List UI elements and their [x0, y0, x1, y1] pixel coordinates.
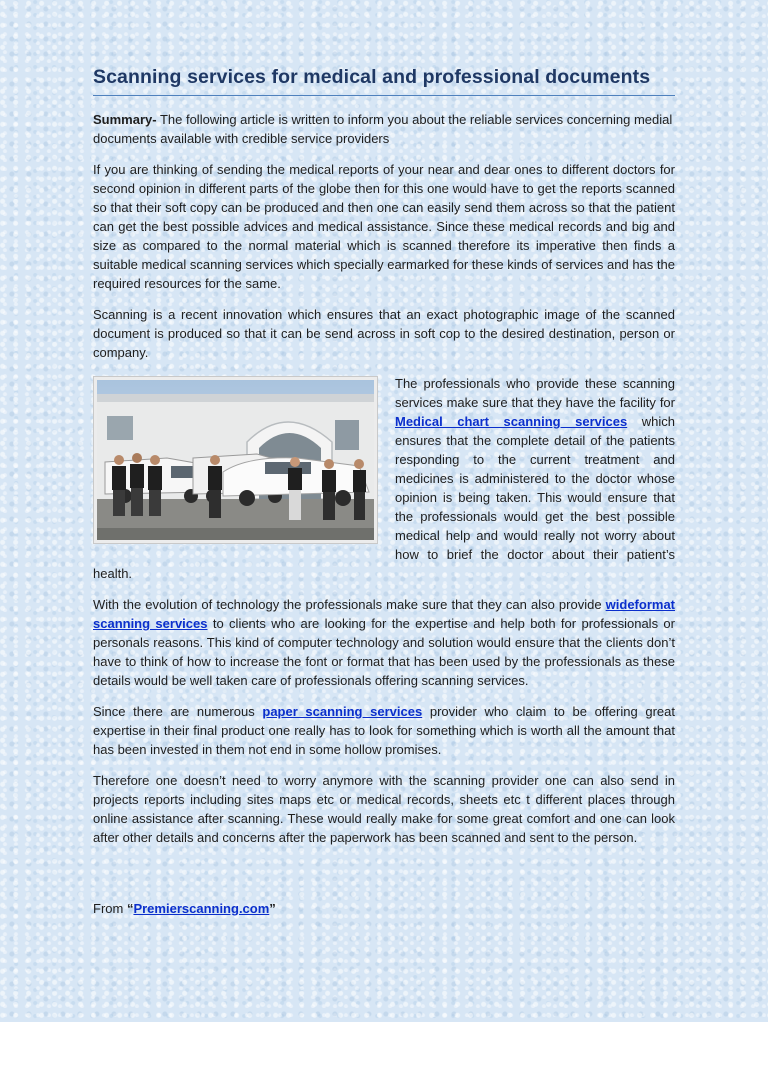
medical-chart-scanning-link[interactable]: Medical chart scanning services	[395, 414, 628, 429]
page-title: Scanning services for medical and professional documents	[93, 66, 675, 96]
source-line	[93, 901, 675, 916]
paragraph-3-text-end: which ensures that the complete detail of the patients responding to the current treatment and medicines is administered to the doctor whose opinion is being taken. This would ensure that the professionals would get the best possible medical help and would really not worry about how to brief the doctor about their patient’s health.	[93, 414, 675, 581]
wideformat-scanning-link[interactable]: wideformat scanning services	[93, 597, 675, 631]
summary-text: The following article is written to inform you about the reliable services concerning medial documents available with credible service providers	[93, 112, 673, 146]
paragraph-5-text-start: Since there are numerous	[93, 704, 263, 719]
summary-label: Summary-	[93, 112, 157, 127]
paragraph-4	[93, 595, 675, 690]
paragraph-6: Therefore one doesn’t need to worry anymore with the scanning provider one can also send in projects reports including sites maps etc or medical records, sheets etc t different places through online assistance after scanning. These would really make for some great comfort and one can look after other details and concerns after the paperwork has been scanned and sent to the person.	[93, 773, 675, 845]
document-body	[93, 66, 675, 916]
from-label: From	[93, 901, 127, 916]
close-quote: ”	[269, 901, 276, 916]
team-vans-photo	[93, 376, 378, 544]
paragraph-5-text-end: provider who claim to be offering great expertise in their final product one really has to look for something which is worth all the amount that has been invested in them not end in some hollow promises.	[93, 704, 675, 757]
photo-illustration	[97, 380, 374, 540]
paragraph-5	[93, 702, 675, 759]
paragraph-2: Scanning is a recent innovation which ensures that an exact photographic image of the scanned document is produced so that it can be send across in soft cop to the desired destination, person or company.	[93, 307, 675, 360]
paragraph-4-text-end: to clients who are looking for the expertise and help both for professionals or personals reasons. This kind of computer technology and solution would ensure that the clients don’t have to think of how to increase the font or format that has been used by the professionals as these details would be well taken care of professionals offering scanning services.	[93, 616, 675, 688]
paragraph-4-text-start: With the evolution of technology the professionals make sure that they can also provide	[93, 597, 606, 612]
paper-scanning-link[interactable]: paper scanning services	[262, 704, 423, 719]
open-quote: “	[126, 901, 134, 916]
paragraph-1: If you are thinking of sending the medical reports of your near and dear ones to different doctors for second opinion in different parts of the globe then for this one would have to get the reports scanned so that their soft copy can be produced and then one can easily send them across so that the patient can get the best possible advices and medical assistance. Since these medical records and big and size as compared to the normal material which is scanned therefore its imperative then finds a suitable medical scanning services which specially earmarked for these kinds of services and has the required resources for the same.	[93, 162, 675, 291]
summary-paragraph	[93, 110, 675, 148]
paragraph-3-text-start: The professionals who provide these scanning services make sure that they have the facility for	[395, 376, 675, 410]
premierscanning-link[interactable]: Premierscanning.com	[133, 901, 270, 916]
figure-paragraph-block	[93, 374, 675, 583]
